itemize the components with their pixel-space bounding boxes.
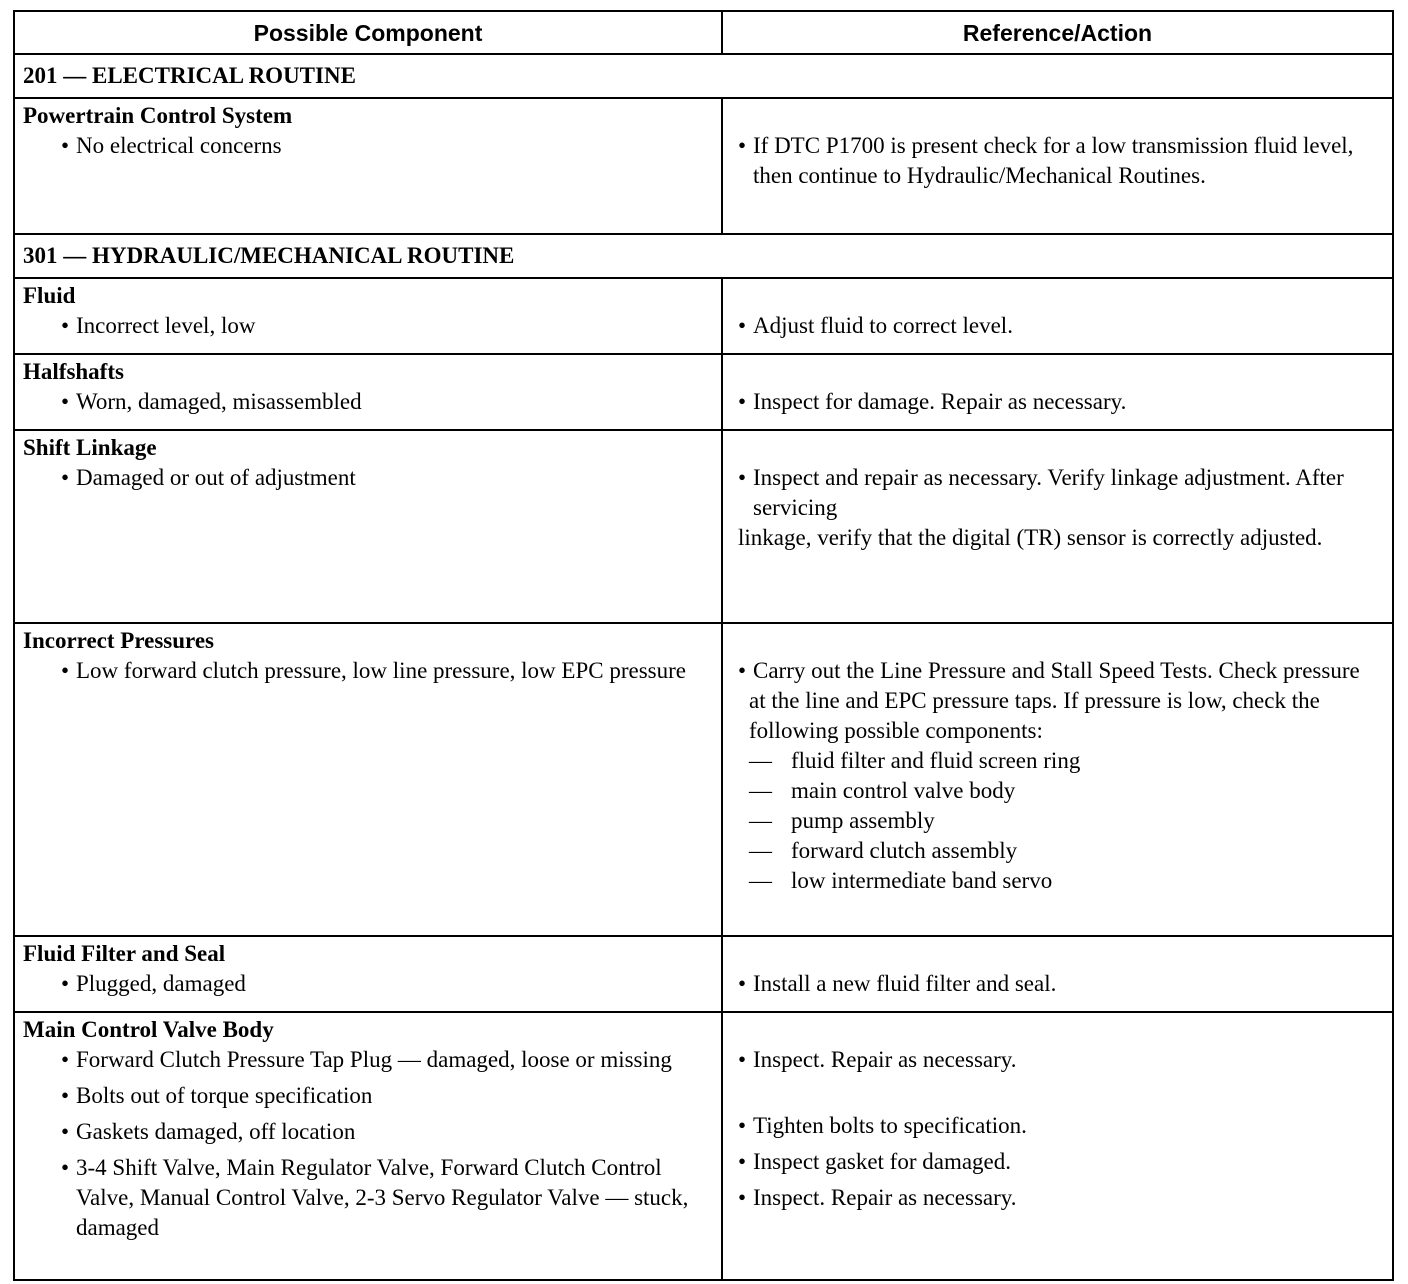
bullet: • [61, 313, 70, 338]
bullet: • [738, 658, 747, 683]
table-row [14, 98, 1393, 234]
item-text: No electrical concerns [76, 133, 282, 158]
header-reference-action: Reference/Action [722, 11, 1393, 54]
action-continuation [723, 686, 1392, 746]
component-text: fluid filter and fluid screen ring [791, 748, 1081, 773]
bullet: • [61, 658, 70, 683]
action-cell [722, 278, 1393, 354]
list-item [15, 1081, 721, 1111]
bullet: • [738, 1113, 747, 1138]
item-text: Forward Clutch Pressure Tap Plug — damaged, loose or missing [76, 1047, 672, 1072]
component-cell [14, 98, 722, 234]
item-text: Worn, damaged, misassembled [76, 389, 362, 414]
category-fluid: Fluid [23, 283, 76, 308]
header-row [14, 11, 1393, 54]
bullet: • [61, 1083, 70, 1108]
action-cell [722, 623, 1393, 936]
table-row [14, 1012, 1393, 1280]
table-row [14, 623, 1393, 936]
list-item [15, 656, 721, 686]
list-item [15, 1117, 721, 1147]
bullet: • [738, 1047, 747, 1072]
item-text: Low forward clutch pressure, low line pressure, low EPC pressure [76, 658, 686, 683]
list-item [15, 131, 721, 161]
action-text: Inspect. Repair as necessary. [753, 1185, 1017, 1210]
list-item [15, 311, 721, 341]
component-cell [14, 354, 722, 430]
component-cell [14, 278, 722, 354]
table-row [14, 278, 1393, 354]
action-item [723, 1111, 1392, 1141]
category-main-control-valve-body: Main Control Valve Body [23, 1017, 274, 1042]
category-halfshafts: Halfshafts [23, 359, 124, 384]
action-text: Inspect for damage. Repair as necessary. [753, 389, 1127, 414]
section-row-hydraulic [14, 234, 1393, 278]
list-item [15, 1153, 721, 1243]
bullet: • [738, 389, 747, 414]
component-cell [14, 1012, 722, 1280]
dash-marker: — [749, 838, 772, 863]
dash-marker: — [749, 748, 772, 773]
table-row [14, 936, 1393, 1012]
dash-marker: — [749, 868, 772, 893]
component-list-item [723, 776, 1392, 806]
action-item [723, 969, 1392, 999]
bullet: • [61, 133, 70, 158]
dash-marker: — [749, 778, 772, 803]
component-cell [14, 430, 722, 623]
action-item [723, 1183, 1392, 1213]
action-cell [722, 1012, 1393, 1280]
list-item [15, 1045, 721, 1075]
bullet: • [738, 1185, 747, 1210]
action-text: Adjust fluid to correct level. [753, 313, 1013, 338]
component-list-item [723, 806, 1392, 836]
item-text: Incorrect level, low [76, 313, 256, 338]
bullet: • [738, 313, 747, 338]
section-row-electrical [14, 54, 1393, 98]
bullet: • [61, 971, 70, 996]
table-row [14, 354, 1393, 430]
component-list-item [723, 866, 1392, 896]
component-text: pump assembly [791, 808, 935, 833]
action-item [723, 1147, 1392, 1177]
bullet: • [738, 133, 747, 158]
section-electrical-title: 201 — ELECTRICAL ROUTINE [14, 54, 1393, 98]
component-list-item [723, 836, 1392, 866]
action-item [723, 311, 1392, 341]
action-text: linkage, verify that the digital (TR) sensor is correctly adjusted. [738, 525, 1323, 550]
action-text: Install a new fluid filter and seal. [753, 971, 1057, 996]
list-item [15, 969, 721, 999]
component-cell [14, 623, 722, 936]
action-text: If DTC P1700 is present check for a low transmission fluid level, then continue to Hydraulic/Mechanical Routines. [753, 133, 1354, 188]
component-cell [14, 936, 722, 1012]
action-text: at the line and EPC pressure taps. If pressure is low, check the following possible components: [749, 688, 1320, 743]
category-fluid-filter: Fluid Filter and Seal [23, 941, 226, 966]
dash-marker: — [749, 808, 772, 833]
action-text: Tighten bolts to specification. [753, 1113, 1027, 1138]
action-cell [722, 936, 1393, 1012]
action-continuation [723, 523, 1392, 553]
action-item [723, 387, 1392, 417]
action-item [723, 463, 1392, 523]
item-text: 3-4 Shift Valve, Main Regulator Valve, Forward Clutch Control Valve, Manual Control Valve, 2-3 Servo Regulator Valve — stuck, damaged [76, 1155, 689, 1240]
action-text: Inspect gasket for damaged. [753, 1149, 1012, 1174]
action-cell [722, 354, 1393, 430]
header-possible-component: Possible Component [14, 11, 722, 54]
bullet: • [61, 1155, 70, 1180]
component-text: forward clutch assembly [791, 838, 1018, 863]
action-text: Inspect and repair as necessary. Verify linkage adjustment. After servicing [753, 465, 1344, 520]
item-text: Bolts out of torque specification [76, 1083, 373, 1108]
action-cell [722, 98, 1393, 234]
component-text: low intermediate band servo [791, 868, 1053, 893]
item-text: Gaskets damaged, off location [76, 1119, 356, 1144]
bullet: • [61, 1119, 70, 1144]
bullet: • [61, 1047, 70, 1072]
list-item [15, 463, 721, 493]
action-text: Inspect. Repair as necessary. [753, 1047, 1017, 1072]
action-cell [722, 430, 1393, 623]
item-text: Plugged, damaged [76, 971, 246, 996]
item-text: Damaged or out of adjustment [76, 465, 356, 490]
bullet: • [61, 465, 70, 490]
diagnostic-table [13, 10, 1394, 1281]
action-item [723, 1045, 1392, 1075]
section-hydraulic-title: 301 — HYDRAULIC/MECHANICAL ROUTINE [14, 234, 1393, 278]
component-list-item [723, 746, 1392, 776]
bullet: • [738, 971, 747, 996]
bullet: • [738, 465, 747, 490]
category-incorrect-pressures: Incorrect Pressures [23, 628, 214, 653]
table-row [14, 430, 1393, 623]
bullet: • [738, 1149, 747, 1174]
category-shift-linkage: Shift Linkage [23, 435, 157, 460]
action-item [723, 656, 1392, 686]
action-item [723, 131, 1392, 191]
action-text: Carry out the Line Pressure and Stall Speed Tests. Check pressure [753, 658, 1360, 683]
component-text: main control valve body [791, 778, 1016, 803]
category-powertrain: Powertrain Control System [23, 103, 293, 128]
bullet: • [61, 389, 70, 414]
list-item [15, 387, 721, 417]
